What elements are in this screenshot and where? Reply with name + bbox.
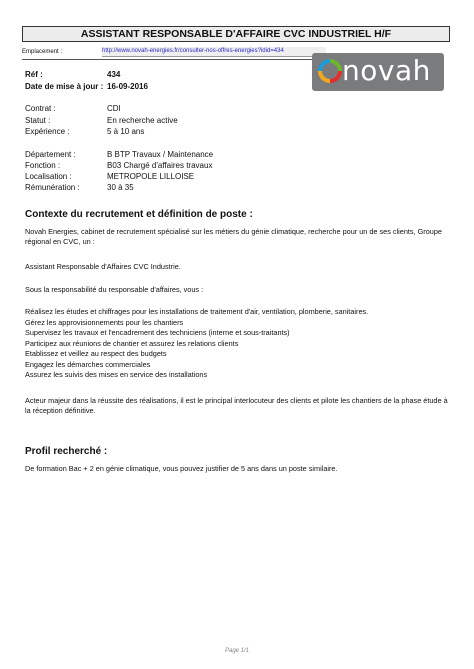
list-item: Réalisez les études et chiffrages pour les installations de traitement d'air, ventilation, plomberie, sanitaires. bbox=[25, 307, 369, 316]
logo-wordmark: novah bbox=[342, 54, 431, 87]
localisation-value: METROPOLE LILLOISE bbox=[107, 172, 195, 181]
page-number: Page 1/1 bbox=[224, 648, 250, 654]
profile-text: De formation Bac + 2 en génie climatique, vous pouvez justifier de 5 ans dans un poste similaire. bbox=[25, 464, 338, 473]
function-label: Fonction : bbox=[25, 161, 61, 170]
contract-label: Contrat : bbox=[25, 104, 56, 113]
experience-value: 5 à 10 ans bbox=[107, 127, 145, 136]
novah-logo bbox=[312, 53, 444, 91]
list-item: Gérez les approvisionnements pour les chantiers bbox=[25, 317, 184, 327]
salary-label: Rémunération : bbox=[25, 183, 80, 192]
ref-value: 434 bbox=[107, 70, 121, 79]
ref-label: Réf : bbox=[25, 70, 43, 79]
updated-value: 16-09-2016 bbox=[107, 82, 148, 91]
contract-value: CDI bbox=[107, 104, 121, 113]
context-lead: Sous la responsabilité du responsable d'affaires, vous : bbox=[25, 285, 204, 294]
updated-label: Date de mise à jour : bbox=[25, 82, 104, 91]
list-item: Supervisez les travaux et l'encadrement des techniciens (interne et sous-traitants) bbox=[25, 328, 290, 337]
status-label: Statut : bbox=[25, 116, 51, 125]
location-url-link[interactable]: http://www.novah-energies.fr/consulter-nos-offres-energies?idid=434 bbox=[102, 47, 326, 57]
salary-value: 30 à 35 bbox=[107, 183, 134, 192]
job-title: ASSISTANT RESPONSABLE D'AFFAIRE CVC INDUSTRIEL H/F bbox=[22, 26, 450, 42]
location-label: Emplacement : bbox=[22, 49, 63, 55]
context-intro: Novah Energies, cabinet de recrutement spécialisé sur les métiers du génie climatique, recherche pour un de ses clients, Groupe régional en CVC, un : bbox=[25, 227, 442, 246]
experience-label: Expérience : bbox=[25, 127, 70, 136]
profile-heading: Profil recherché : bbox=[25, 446, 108, 457]
list-item: Participez aux réunions de chantier et assurez les relations clients bbox=[25, 338, 239, 348]
status-value: En recherche active bbox=[107, 116, 178, 125]
task-list bbox=[25, 307, 449, 381]
context-closing: Acteur majeur dans la réussite des réalisations, il est le principal interlocuteur des clients et pilote les chantiers de la phase étude à la réception définitive. bbox=[25, 396, 448, 415]
localisation-label: Localisation : bbox=[25, 172, 72, 181]
header-divider bbox=[22, 59, 314, 60]
list-item: Assurez les suivis des mises en service des installations bbox=[25, 370, 208, 379]
department-label: Département : bbox=[25, 150, 76, 159]
context-position: Assistant Responsable d'Affaires CVC Industrie. bbox=[25, 262, 181, 271]
function-value: B03 Chargé d'affaires travaux bbox=[107, 161, 213, 170]
department-value: B BTP Travaux / Maintenance bbox=[107, 150, 214, 159]
list-item: Etablissez et veillez au respect des budgets bbox=[25, 349, 167, 358]
list-item: Engagez les démarches commerciales bbox=[25, 359, 151, 369]
context-heading: Contexte du recrutement et définition de poste : bbox=[25, 209, 253, 220]
